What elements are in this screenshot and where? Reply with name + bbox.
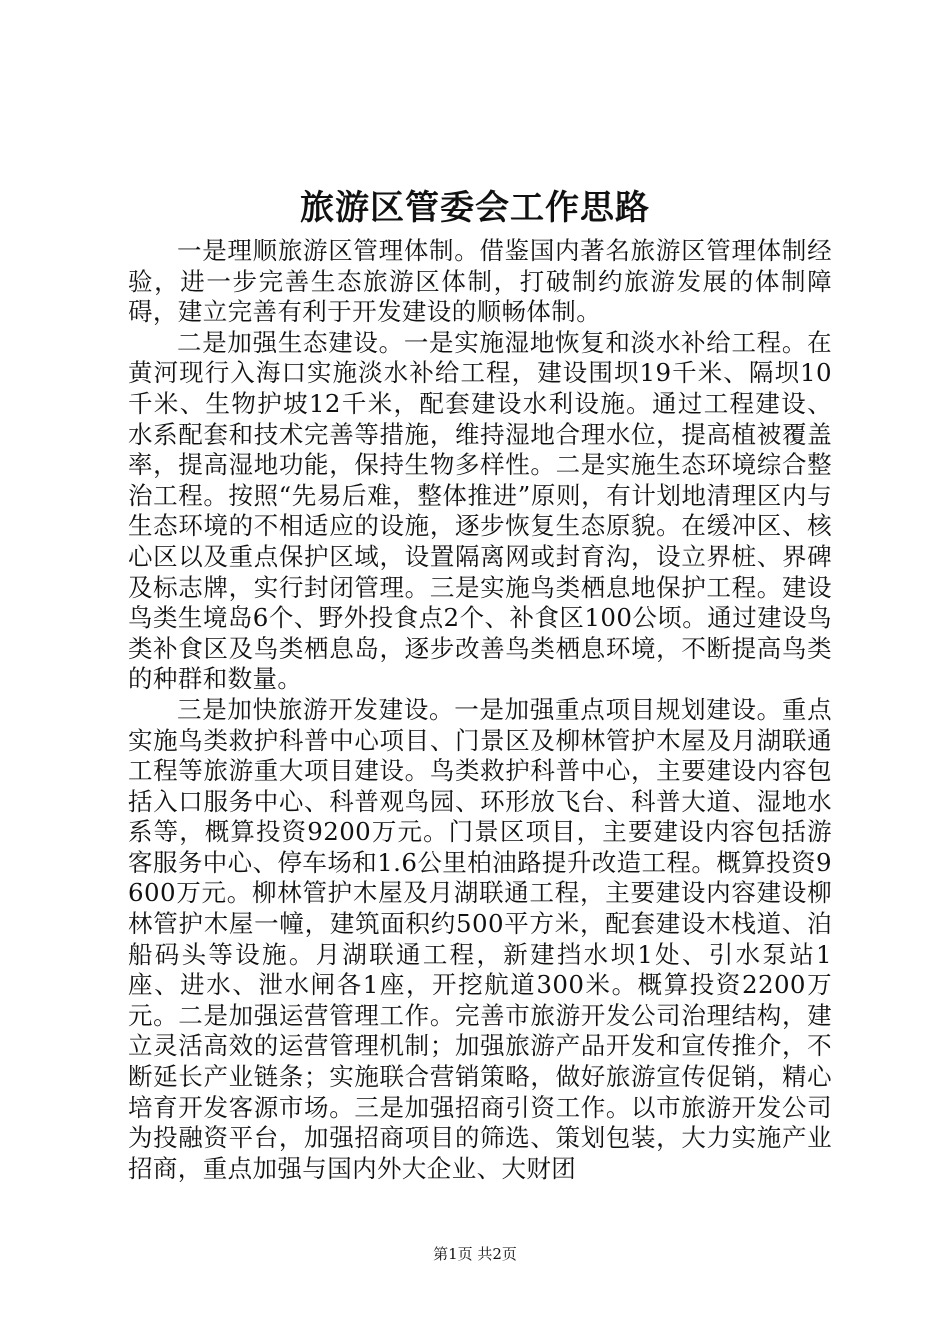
paragraph-1: 一是理顺旅游区管理体制。借鉴国内著名旅游区管理体制经验，进一步完善生态旅游区体制，打破制约旅游发展的体制障碍，建立完善有利于开发建设的顺畅体制。 — [128, 236, 832, 327]
paragraph-3: 三是加快旅游开发建设。一是加强重点项目规划建设。重点实施鸟类救护科普中心项目、门景区及柳林管护木屋及月湖联通工程等旅游重大项目建设。鸟类救护科普中心，主要建设内容包括入口服务中心、科普观鸟园、环形放飞台、科普大道、湿地水系等，概算投资9200万元。门景区项目，主要建设内容包括游客服务中心、停车场和1.6公里柏油路提升改造工程。概算投资9600万元。柳林管护木屋及月湖联通工程，主要建设内容建设柳林管护木屋一幢，建筑面积约500平方米，配套建设木栈道、泊船码头等设施。月湖联通工程，新建挡水坝1处、引水泵站1座、进水、泄水闸各1座，开挖航道300米。概算投资2200万元。二是加强运营管理工作。完善市旅游开发公司治理结构，建立灵活高效的运营管理机制；加强旅游产品开发和宣传推介，不断延长产业链条；实施联合营销策略，做好旅游宣传促销，精心培育开发客源市场。三是加强招商引资工作。以市旅游开发公司为投融资平台，加强招商项目的筛选、策划包装，大力实施产业招商，重点加强与国内外大企业、大财团 — [128, 694, 832, 1183]
document-body — [128, 236, 832, 1184]
document-title: 旅游区管委会工作思路 — [300, 188, 650, 228]
paragraph-2: 二是加强生态建设。一是实施湿地恢复和淡水补给工程。在黄河现行入海口实施淡水补给工程，建设围坝19千米、隔坝10千米、生物护坡12千米，配套建设水利设施。通过工程建设、水系配套和技术完善等措施，维持湿地合理水位，提高植被覆盖率，提高湿地功能，保持生物多样性。二是实施生态环境综合整治工程。按照“先易后难，整体推进”原则，有计划地清理区内与生态环境的不相适应的设施，逐步恢复生态原貌。在缓冲区、核心区以及重点保护区域，设置隔离网或封育沟，设立界桩、界碑及标志牌，实行封闭管理。三是实施鸟类栖息地保护工程。建设鸟类生境岛6个、野外投食点2个、补食区100公顷。通过建设鸟类补食区及鸟类栖息岛，逐步改善鸟类栖息环境，不断提高鸟类的种群和数量。 — [128, 327, 832, 694]
page-footer: 第1页 共2页 — [433, 1245, 517, 1263]
